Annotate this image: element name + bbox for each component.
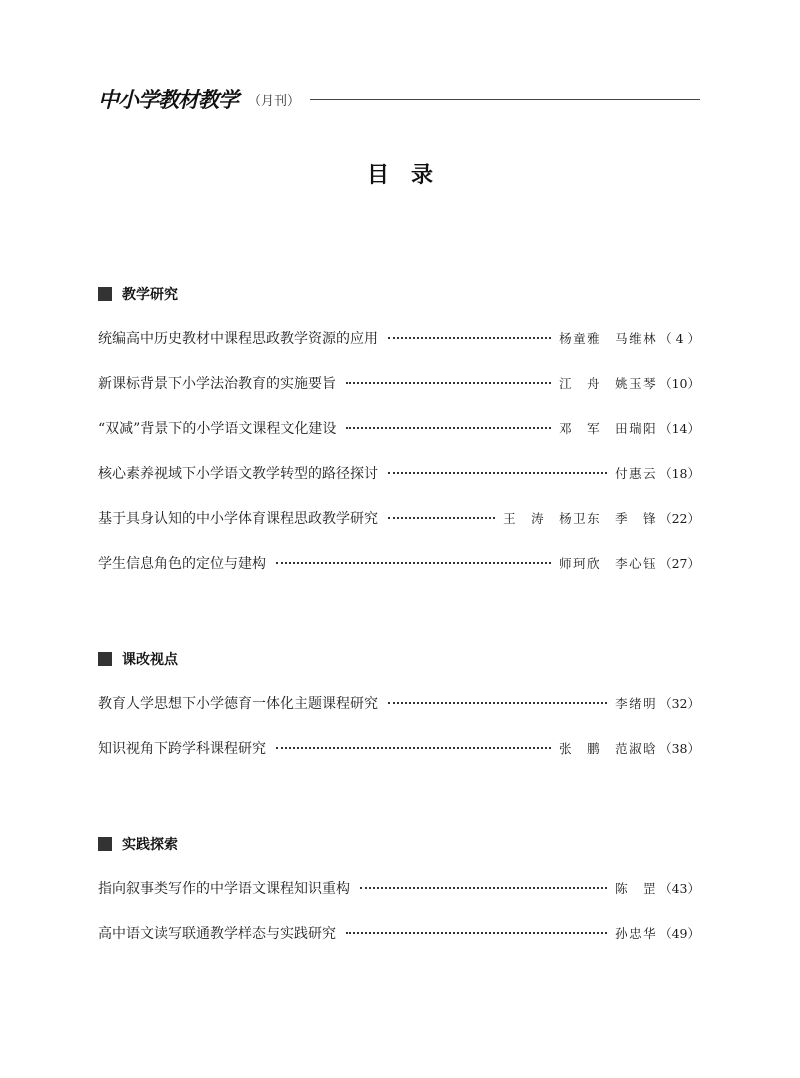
toc-entry[interactable]	[98, 373, 700, 418]
entry-authors: 杨童雅 马维林	[559, 331, 658, 346]
dot-leader	[346, 382, 551, 384]
entry-page: （10）	[659, 376, 700, 391]
entry-title: 基于具身认知的中小学体育课程思政教学研究	[98, 511, 378, 527]
entry-authors: 师珂欣 李心钰	[559, 556, 658, 571]
page-title: 目录	[366, 162, 455, 188]
entry-authors: 江 舟 姚玉琴	[559, 376, 658, 391]
toc-entry[interactable]	[98, 418, 700, 463]
entry-title: 统编高中历史教材中课程思政教学资源的应用	[98, 331, 378, 347]
entry-list	[98, 693, 700, 783]
section-title: 教学研究	[122, 287, 178, 303]
journal-header	[98, 84, 700, 114]
entry-authors: 陈 罡	[615, 881, 658, 896]
entry-authors: 王 涛 杨卫东 季 锋	[503, 511, 658, 526]
entry-title: “双减”背景下的小学语文课程文化建设	[98, 421, 337, 437]
square-bullet-icon	[98, 652, 112, 666]
entry-authors: 李绪明	[615, 696, 658, 711]
dot-leader	[388, 702, 607, 704]
dot-leader	[360, 887, 607, 889]
toc-entry[interactable]	[98, 328, 700, 373]
entry-page: （ 4 ）	[659, 331, 700, 346]
dot-leader	[276, 747, 551, 749]
section-teaching-research	[98, 282, 700, 598]
toc-entry[interactable]	[98, 463, 700, 508]
section-heading	[98, 647, 700, 671]
dot-leader	[346, 427, 551, 429]
toc-entry[interactable]	[98, 553, 700, 598]
dot-leader	[388, 337, 551, 339]
section-title: 实践探索	[122, 837, 178, 853]
entry-page: （22）	[659, 511, 700, 526]
entry-title: 知识视角下跨学科课程研究	[98, 741, 266, 757]
entry-title: 学生信息角色的定位与建构	[98, 556, 266, 572]
toc-entry[interactable]	[98, 738, 700, 783]
square-bullet-icon	[98, 287, 112, 301]
entry-page: （32）	[659, 696, 700, 711]
toc-entry[interactable]	[98, 923, 700, 968]
entry-title: 核心素养视域下小学语文教学转型的路径探讨	[98, 466, 378, 482]
entry-authors: 付惠云	[615, 466, 658, 481]
journal-name: 中小学教材教学	[98, 87, 238, 112]
header-rule	[310, 99, 700, 100]
entry-page: （27）	[659, 556, 700, 571]
entry-title: 高中语文读写联通教学样态与实践研究	[98, 926, 336, 942]
entry-title: 指向叙事类写作的中学语文课程知识重构	[98, 881, 350, 897]
entry-authors: 孙忠华	[615, 926, 658, 941]
entry-page: （43）	[659, 881, 700, 896]
section-curriculum-reform	[98, 647, 700, 783]
dot-leader	[276, 562, 551, 564]
section-title: 课改视点	[122, 652, 178, 668]
dot-leader	[388, 517, 495, 519]
entry-page: （38）	[659, 741, 700, 756]
dot-leader	[388, 472, 607, 474]
section-heading	[98, 832, 700, 856]
toc-entry[interactable]	[98, 693, 700, 738]
square-bullet-icon	[98, 837, 112, 851]
entry-list	[98, 328, 700, 598]
toc-entry[interactable]	[98, 878, 700, 923]
entry-authors: 邓 军 田瑞阳	[559, 421, 658, 436]
section-practice-exploration	[98, 832, 700, 968]
entry-page: （18）	[659, 466, 700, 481]
entry-page: （49）	[659, 926, 700, 941]
entry-page: （14）	[659, 421, 700, 436]
dot-leader	[346, 932, 607, 934]
journal-frequency: （月刊）	[248, 93, 301, 109]
toc-entry[interactable]	[98, 508, 700, 553]
section-heading	[98, 282, 700, 306]
entry-list	[98, 878, 700, 968]
entry-authors: 张 鹏 范淑晗	[559, 741, 658, 756]
entry-title: 新课标背景下小学法治教育的实施要旨	[98, 376, 336, 392]
entry-title: 教育人学思想下小学德育一体化主题课程研究	[98, 696, 378, 712]
